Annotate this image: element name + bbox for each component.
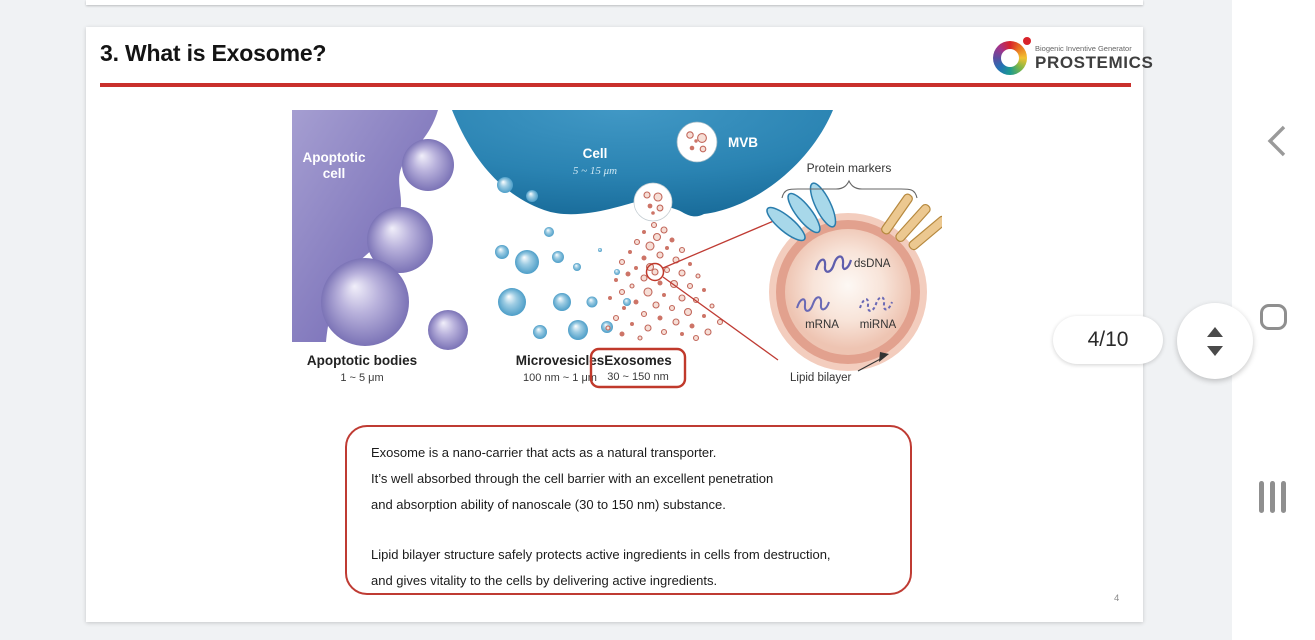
prev-page-button[interactable]: [1207, 327, 1223, 337]
description-box: [345, 425, 912, 595]
cell-label: Cell: [582, 146, 608, 161]
exosome-stream-group: [606, 217, 783, 360]
apoptotic-bodies-size: 1 ~ 5 μm: [340, 372, 384, 384]
page-stepper: [1177, 303, 1253, 379]
mvb-label: MVB: [728, 135, 758, 150]
page-indicator: 4/10: [1053, 316, 1163, 364]
exosome-diagram: [292, 110, 942, 395]
size-labels-group: [307, 349, 685, 387]
microvesicles-label: Microvesicles: [515, 353, 605, 368]
exosomes-size: 30 ~ 150 nm: [607, 371, 669, 383]
exosomes-label: Exosomes: [604, 353, 672, 368]
next-page-button[interactable]: [1207, 346, 1223, 356]
apoptotic-cell-label-line1: Apoptotic: [302, 150, 366, 165]
previous-page-edge: [86, 0, 1143, 5]
mirna-label: miRNA: [859, 319, 897, 331]
apoptotic-cell-label-line2: cell: [322, 166, 346, 181]
slide-page[interactable]: [86, 27, 1154, 622]
cell-size-label: 5 ~ 15 μm: [572, 165, 618, 177]
exosome-structure-group: [763, 161, 942, 384]
apoptotic-cell-group: [292, 110, 468, 350]
cell-group: [452, 110, 833, 221]
back-chevron-icon[interactable]: [1264, 124, 1288, 158]
logo-dot-icon: [1023, 37, 1031, 45]
description-line: and absorption ability of nanoscale (30 to 150 nm) substance.: [371, 497, 726, 512]
protein-markers-label: Protein markers: [806, 161, 892, 175]
microvesicles-size: 100 nm ~ 1 μm: [523, 372, 597, 384]
description-line: It’s well absorbed through the cell barrier with an excellent penetration: [371, 471, 774, 486]
description-line: and gives vitality to the cells by delivering active ingredients.: [371, 573, 718, 588]
apoptotic-bodies-label: Apoptotic bodies: [306, 353, 418, 368]
logo-ring-icon: [993, 41, 1027, 75]
description-line: Lipid bilayer structure safely protects active ingredients in cells from destruction,: [371, 547, 831, 562]
slide-footer-page-number: 4: [1114, 593, 1120, 604]
logo-brand: PROSTEMICS: [1035, 53, 1154, 72]
title-underline: [100, 83, 1131, 87]
lipid-bilayer-label: Lipid bilayer: [790, 372, 852, 384]
prostemics-logo: [991, 37, 1154, 79]
mrna-label: mRNA: [805, 319, 839, 331]
recents-icon[interactable]: [1259, 481, 1286, 513]
dsdna-label: dsDNA: [854, 258, 891, 270]
logo-tagline: Biogenic Inventive Generator: [1035, 44, 1132, 53]
home-icon[interactable]: [1260, 304, 1287, 330]
slide-title: 3. What is Exosome?: [100, 40, 327, 66]
description-line: Exosome is a nano-carrier that acts as a natural transporter.: [371, 445, 717, 460]
